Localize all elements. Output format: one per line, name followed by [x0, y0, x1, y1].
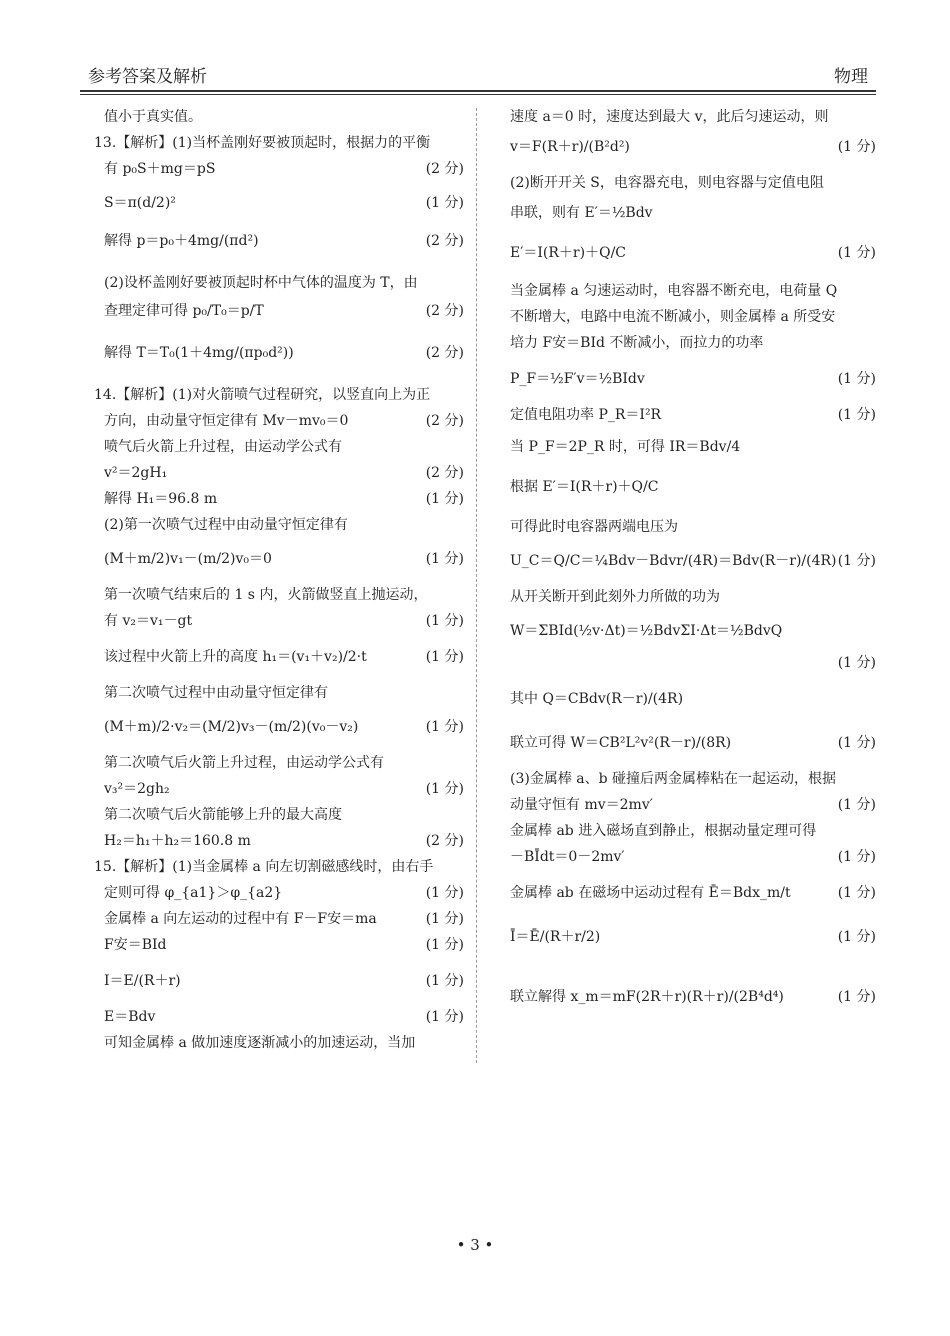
answer-line [94, 910, 464, 936]
answer-text: 动量守恒有 mv＝2mv′ [510, 797, 653, 813]
answer-line [510, 478, 876, 518]
answer-line [94, 684, 464, 718]
answer-text: 查理定律可得 p₀/T₀＝p/T [104, 303, 264, 319]
answer-text: 联立解得 x_m＝mF(2R＋r)(R＋r)/(2B⁴d⁴) [510, 989, 784, 1005]
answer-text: 可知金属棒 a 做加速度逐渐减小的加速运动，当加 [104, 1035, 416, 1051]
score-label: (1 分) [837, 989, 876, 1005]
answer-text: －BĪdt＝0－2mv′ [510, 849, 625, 865]
score-label: (1 分) [837, 735, 876, 751]
answer-line [510, 552, 876, 588]
answer-text: 金属棒 ab 在磁场中运动过程有 Ē＝Bdx_m/t [510, 885, 791, 901]
answer-text: E′＝I(R＋r)＋Q/C [510, 245, 626, 261]
answer-line [94, 550, 464, 586]
score-label: (2 分) [425, 465, 464, 481]
answer-text: I＝E/(R＋r) [104, 973, 181, 989]
answer-text: 定值电阻功率 P_R＝I²R [510, 407, 662, 423]
answer-line [510, 622, 876, 654]
score-label: (1 分) [837, 797, 876, 813]
answer-text: 不断增大，电路中电流不断减小，则金属棒 a 所受安 [510, 309, 836, 325]
score-label: (2 分) [425, 303, 464, 319]
answer-text: 方向，由动量守恒定律有 Mv－mv₀＝0 [104, 413, 349, 429]
answer-line [94, 490, 464, 516]
answer-text: 速度 a＝0 时，速度达到最大 v，此后匀速运动，则 [510, 109, 829, 125]
score-label: (1 分) [837, 553, 876, 569]
answer-text: Ī＝Ē/(R＋r/2) [510, 929, 601, 945]
answer-line [94, 160, 464, 194]
score-label: (1 分) [425, 781, 464, 797]
score-label: (1 分) [837, 407, 876, 423]
answer-text: 当金属棒 a 匀速运动时，电容器不断充电，电荷量 Q [510, 283, 838, 299]
answer-line [510, 588, 876, 622]
answer-line [94, 412, 464, 438]
score-label: (1 分) [425, 551, 464, 567]
answer-line [510, 138, 876, 174]
answer-text: E＝Bdv [104, 1009, 156, 1025]
answer-text: 第一次喷气结束后的 1 s 内，火箭做竖直上抛运动， [104, 587, 428, 603]
answer-text: 定则可得 φ_{a1}＞φ_{a2} [104, 885, 283, 901]
answer-text: (2)第一次喷气过程中由动量守恒定律有 [104, 517, 348, 533]
answer-text: 15.【解析】(1)当金属棒 a 向左切割磁感线时，由右手 [94, 859, 434, 875]
answer-text: 第二次喷气后火箭上升过程，由运动学公式有 [104, 755, 384, 771]
answer-text: (2)设杯盖刚好要被顶起时杯中气体的温度为 T，由 [104, 275, 418, 291]
answer-text: 其中 Q＝CBdv(R－r)/(4R) [510, 691, 684, 707]
answer-line [94, 612, 464, 648]
score-label: (1 分) [425, 885, 464, 901]
score-label: (1 分) [425, 1009, 464, 1025]
answer-text: (M＋m)/2·v₂＝(M/2)v₃－(m/2)(v₀－v₂) [104, 719, 359, 735]
score-label: (1 分) [425, 973, 464, 989]
answer-text: 串联，则有 E′＝½Bdv [510, 205, 653, 221]
page-header [88, 58, 874, 88]
answer-text: 13.【解析】(1)当杯盖刚好要被顶起时，根据力的平衡 [94, 135, 431, 151]
answer-text: 解得 T＝T₀(1＋4mg/(πp₀d²)) [104, 345, 294, 361]
score-label: (1 分) [837, 885, 876, 901]
header-title: 参考答案及解析 [88, 67, 207, 87]
answer-text: v²＝2gH₁ [104, 465, 168, 481]
answer-line [510, 518, 876, 552]
answer-text: 喷气后火箭上升过程，由运动学公式有 [104, 439, 342, 455]
answer-line [94, 386, 464, 412]
score-label: (1 分) [837, 929, 876, 945]
score-label: (1 分) [837, 245, 876, 261]
answer-line [510, 438, 876, 478]
answer-line [94, 1034, 464, 1060]
answer-line [510, 988, 876, 1024]
answer-text: 第二次喷气后火箭能够上升的最大高度 [104, 807, 342, 823]
answer-line [510, 734, 876, 770]
answer-line [510, 822, 876, 848]
answer-text: 金属棒 a 向左运动的过程中有 F－F安＝ma [104, 911, 377, 927]
answer-line [510, 406, 876, 438]
answer-line [94, 648, 464, 684]
answer-line [94, 108, 464, 134]
page-number: • 3 • [456, 1236, 494, 1254]
score-label: (2 分) [425, 233, 464, 249]
score-label: (2 分) [425, 833, 464, 849]
score-label: (2 分) [425, 413, 464, 429]
answer-line [510, 204, 876, 244]
answer-text: 从开关断开到此刻外力所做的功为 [510, 589, 720, 605]
answer-line [94, 134, 464, 160]
answer-text: (3)金属棒 a、b 碰撞后两金属棒粘在一起运动，根据 [510, 771, 837, 787]
score-label: (1 分) [425, 613, 464, 629]
answer-line [94, 806, 464, 832]
answer-line [94, 344, 464, 386]
answer-line [94, 780, 464, 806]
answer-line [94, 194, 464, 232]
answer-line [510, 884, 876, 928]
score-label: (1 分) [425, 911, 464, 927]
answer-line [94, 302, 464, 344]
score-label: (1 分) [425, 491, 464, 507]
answer-line [510, 770, 876, 796]
answer-text: (M＋m/2)v₁－(m/2)v₀＝0 [104, 551, 272, 567]
answer-text: 值小于真实值。 [104, 109, 202, 125]
answer-line [94, 936, 464, 972]
score-label: (2 分) [425, 161, 464, 177]
answer-line [94, 1008, 464, 1034]
answer-line [510, 654, 876, 690]
score-label: (2 分) [425, 345, 464, 361]
answer-line [510, 334, 876, 370]
answer-text: F安＝BId [104, 937, 167, 953]
score-label: (1 分) [425, 649, 464, 665]
answer-text: 第二次喷气过程中由动量守恒定律有 [104, 685, 328, 701]
answer-line [510, 848, 876, 884]
right-column [510, 108, 876, 1024]
answer-line [510, 308, 876, 334]
score-label: (1 分) [837, 655, 876, 671]
header-rule-thick [80, 90, 876, 92]
score-label: (1 分) [837, 371, 876, 387]
answer-line [94, 438, 464, 464]
score-label: (1 分) [425, 195, 464, 211]
answer-line [510, 690, 876, 734]
score-label: (1 分) [837, 139, 876, 155]
answer-text: 可得此时电容器两端电压为 [510, 519, 678, 535]
score-label: (1 分) [425, 937, 464, 953]
answer-text: S＝π(d/2)² [104, 195, 176, 211]
answer-line [94, 586, 464, 612]
answer-text: 解得 p＝p₀＋4mg/(πd²) [104, 233, 259, 249]
header-rule-thin [80, 94, 876, 95]
column-divider [476, 108, 477, 1063]
answer-line [510, 174, 876, 204]
answer-text: (2)断开开关 S，电容器充电，则电容器与定值电阻 [510, 175, 824, 191]
answer-text: 当 P_F＝2P_R 时，可得 IR＝Bdv/4 [510, 439, 741, 455]
answer-text: 联立可得 W＝CB²L²v²(R－r)/(8R) [510, 735, 732, 751]
answer-line [94, 274, 464, 302]
score-label: (1 分) [425, 719, 464, 735]
answer-text: v＝F(R＋r)/(B²d²) [510, 139, 630, 155]
answer-line [510, 282, 876, 308]
answer-text: 有 p₀S＋mg＝pS [104, 161, 216, 177]
answer-line [510, 928, 876, 988]
answer-line [94, 884, 464, 910]
answer-text: v₃²＝2gh₂ [104, 781, 170, 797]
answer-text: H₂＝h₁＋h₂＝160.8 m [104, 833, 251, 849]
left-column [94, 108, 464, 1060]
answer-line [94, 516, 464, 550]
score-label: (1 分) [837, 849, 876, 865]
answer-text: 根据 E′＝I(R＋r)＋Q/C [510, 479, 659, 495]
answer-line [510, 244, 876, 282]
answer-text: W＝ΣBId(½v·Δt)＝½BdvΣI·Δt＝½BdvQ [510, 623, 783, 639]
answer-text: 有 v₂＝v₁－gt [104, 613, 193, 629]
answer-line [510, 370, 876, 406]
answer-text: 14.【解析】(1)对火箭喷气过程研究，以竖直向上为正 [94, 387, 431, 403]
answer-line [94, 858, 464, 884]
answer-text: 解得 H₁＝96.8 m [104, 491, 218, 507]
answer-line [94, 754, 464, 780]
answer-text: 该过程中火箭上升的高度 h₁＝(v₁＋v₂)/2·t [104, 649, 367, 665]
answer-text: 金属棒 ab 进入磁场直到静止，根据动量定理可得 [510, 823, 817, 839]
answer-text: 培力 F安＝BId 不断减小，而拉力的功率 [510, 335, 764, 351]
answer-line [510, 796, 876, 822]
answer-line [94, 464, 464, 490]
header-subject: 物理 [834, 67, 868, 87]
answer-text: P_F＝½F′v＝½BIdv [510, 371, 645, 387]
answer-line [94, 232, 464, 274]
answer-line [94, 972, 464, 1008]
answer-line [94, 832, 464, 858]
answer-line [94, 718, 464, 754]
answer-line [510, 108, 876, 138]
answer-text: U_C＝Q/C＝¼Bdv－Bdvr/(4R)＝Bdv(R－r)/(4R) [510, 553, 837, 569]
